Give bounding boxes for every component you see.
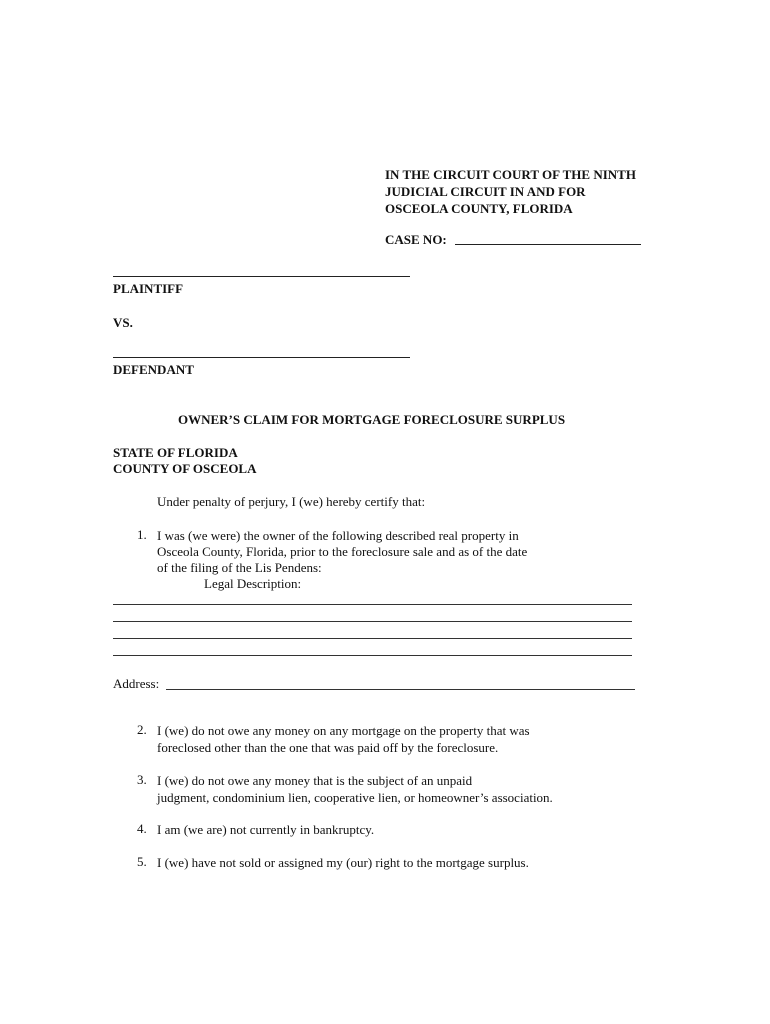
case-no-field[interactable] <box>455 244 641 245</box>
court-heading-line-2: JUDICIAL CIRCUIT IN AND FOR <box>385 184 586 199</box>
item-3-line-1: I (we) do not owe any money that is the subject of an unpaid <box>157 773 473 788</box>
address-field[interactable] <box>166 689 635 690</box>
plaintiff-name-field[interactable] <box>113 276 410 277</box>
document-title: OWNER’S CLAIM FOR MORTGAGE FORECLOSURE SURPLUS <box>178 412 566 427</box>
item-3-number: 3. <box>137 772 147 787</box>
legal-description-line-2[interactable] <box>113 621 632 622</box>
item-1-line-2: Osceola County, Florida, prior to the foreclosure sale and as of the date <box>157 544 528 559</box>
court-heading-line-3: OSCEOLA COUNTY, FLORIDA <box>385 201 573 216</box>
address-label: Address: <box>113 676 160 691</box>
defendant-name-field[interactable] <box>113 357 410 358</box>
venue-county: COUNTY OF OSCEOLA <box>113 461 257 476</box>
item-2-line-2: foreclosed other than the one that was paid off by the foreclosure. <box>157 740 499 755</box>
item-1-line-1: I was (we were) the owner of the following described real property in <box>157 528 519 543</box>
item-2-line-1: I (we) do not owe any money on any mortgage on the property that was <box>157 723 530 738</box>
legal-description-line-4[interactable] <box>113 655 632 656</box>
defendant-label: DEFENDANT <box>113 362 194 377</box>
item-1-line-3: of the filing of the Lis Pendens: <box>157 560 322 575</box>
item-5-number: 5. <box>137 854 147 869</box>
item-1-number: 1. <box>137 527 147 542</box>
court-heading-line-1: IN THE CIRCUIT COURT OF THE NINTH <box>385 167 636 182</box>
legal-description-label: Legal Description: <box>204 576 302 591</box>
item-4-line-1: I am (we are) not currently in bankruptcy. <box>157 822 375 837</box>
item-5-line-1: I (we) have not sold or assigned my (our) right to the mortgage surplus. <box>157 855 529 870</box>
case-no-label: CASE NO: <box>385 232 447 247</box>
item-3-line-2: judgment, condominium lien, cooperative lien, or homeowner’s association. <box>157 790 553 805</box>
plaintiff-label: PLAINTIFF <box>113 281 184 296</box>
intro-statement: Under penalty of perjury, I (we) hereby certify that: <box>157 494 426 509</box>
item-4-number: 4. <box>137 821 147 836</box>
legal-description-line-1[interactable] <box>113 604 632 605</box>
legal-description-line-3[interactable] <box>113 638 632 639</box>
vs-label: VS. <box>113 315 133 330</box>
item-2-number: 2. <box>137 722 147 737</box>
venue-state: STATE OF FLORIDA <box>113 445 238 460</box>
